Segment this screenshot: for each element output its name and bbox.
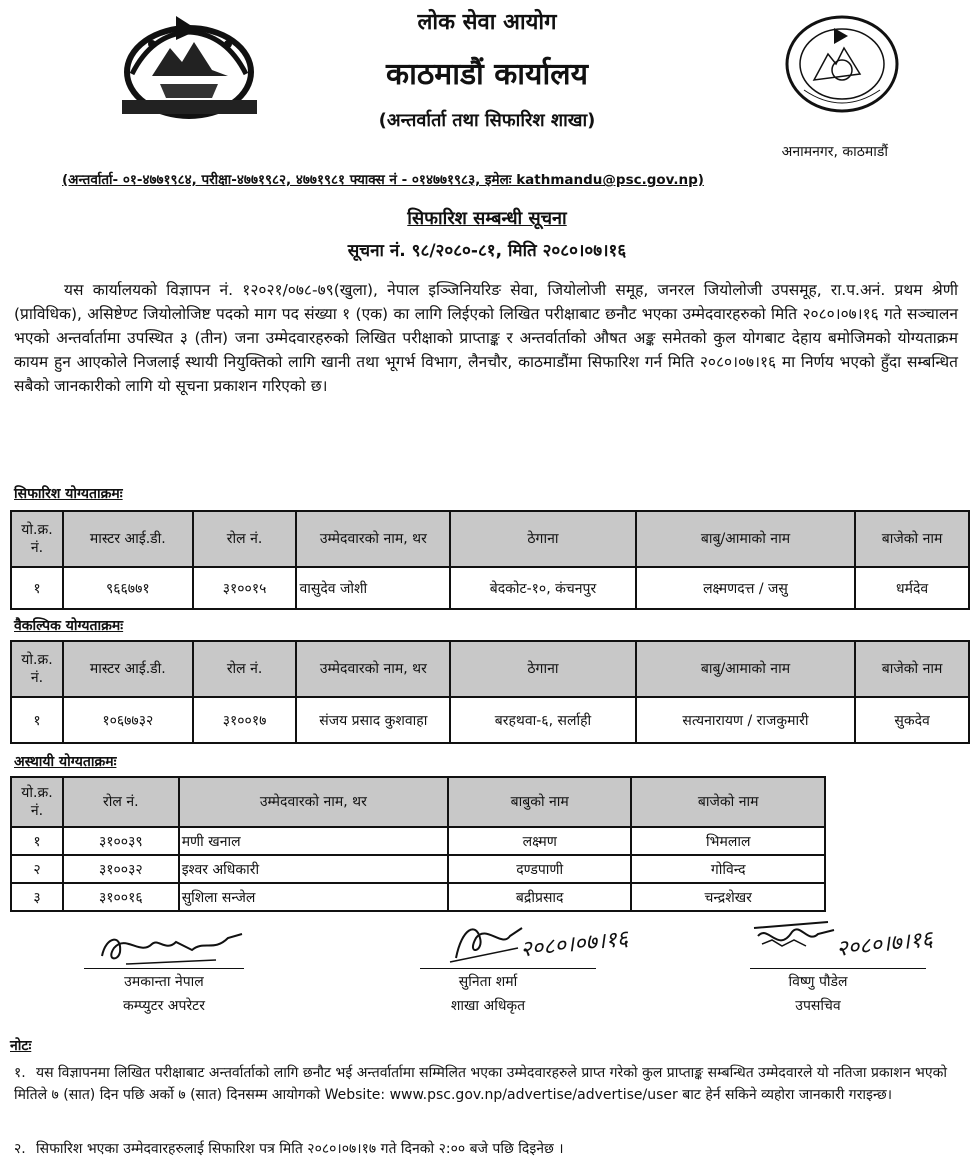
temporary-table	[10, 776, 826, 912]
note-item	[14, 1062, 958, 1106]
col-header: बाजेको नाम	[631, 777, 825, 827]
table-cell: १	[11, 697, 63, 743]
table-row	[11, 567, 969, 609]
table-cell: लक्ष्मण	[448, 827, 632, 855]
note-number: १.	[14, 1065, 26, 1081]
notice-title: सिफारिश सम्बन्धी सूचना	[407, 208, 567, 229]
contact-line: (अन्तर्वार्ता- ०१-४७७१९८४, परीक्षा-४७७१९८२, ४७७१९८१ फ्याक्स नं - ०१४७७१९८३, इमेलः kathmandu@psc.gov.np)	[62, 172, 704, 188]
table-cell: बेदकोट-१०, कंचनपुर	[450, 567, 636, 609]
col-header: ठेगाना	[450, 511, 636, 567]
handwritten-date: २०८०।७।१६	[835, 927, 934, 962]
table-cell: १०६७७३२	[63, 697, 193, 743]
table-cell: संजय प्रसाद कुशवाहा	[296, 697, 450, 743]
recommended-heading: सिफारिश योग्यताक्रमः	[14, 486, 123, 502]
signatory-3-title: उपसचिव	[795, 998, 841, 1014]
alternate-heading: वैकल्पिक योग्यताक्रमः	[14, 618, 124, 634]
col-header: ठेगाना	[450, 641, 636, 697]
office-address: अनामनगर, काठमाडौं	[781, 144, 888, 160]
col-header: बाजेको नाम	[855, 511, 969, 567]
col-header: रोल नं.	[193, 511, 297, 567]
table-cell: दण्डपाणी	[448, 855, 632, 883]
signature-scribble-icon	[446, 918, 526, 968]
org-name: लोक सेवा आयोग	[417, 10, 557, 35]
note-text: यस विज्ञापनमा लिखित परीक्षाबाट अन्तर्वार्ताको लागि छनौट भई अन्तर्वार्तामा सम्मिलित भएका उम्मेदवारहरुले प्राप्त गरेको कुल प्राप्ताङ्क सम्बन्धित उम्मेदवारले यो नतिजा प्रकाशन भएको मितिले ७ (सात) दिन पछि अर्को ७ (सात) दिनसम्म आयोगको Website: www.psc.gov.np/advertise/advertise/user बाट हेर्न सकिने व्यहोरा जानकारी गराइन्छ।	[14, 1065, 947, 1103]
table-cell: इश्वर अधिकारी	[179, 855, 448, 883]
table-cell: भिमलाल	[631, 827, 825, 855]
note-number: २.	[14, 1141, 26, 1157]
signatory-2-name: सुनिता शर्मा	[458, 974, 518, 990]
notes-heading: नोटः	[10, 1038, 32, 1054]
table-cell: ९६६७७१	[63, 567, 193, 609]
table-row	[11, 855, 825, 883]
table-cell: वासुदेव जोशी	[296, 567, 450, 609]
branch-name: (अन्तर्वार्ता तथा सिफारिश शाखा)	[378, 110, 596, 131]
signatory-1-title: कम्प्युटर अपरेटर	[123, 998, 205, 1014]
table-row	[11, 827, 825, 855]
col-header: मास्टर आई.डी.	[63, 511, 193, 567]
col-header: रोल नं.	[63, 777, 179, 827]
table-cell: सत्यनारायण / राजकुमारी	[636, 697, 855, 743]
signature-scribble-icon	[96, 926, 246, 970]
col-header: रोल नं.	[193, 641, 297, 697]
table-cell: ३१००३९	[63, 827, 179, 855]
handwritten-date: २०८०।०७।१६	[519, 926, 630, 963]
col-header: उम्मेदवारको नाम, थर	[296, 641, 450, 697]
table-row	[11, 883, 825, 911]
temporary-heading: अस्थायी योग्यताक्रमः	[14, 754, 117, 770]
office-name: काठमाडौं कार्यालय	[386, 57, 588, 92]
alternate-table	[10, 640, 970, 744]
table-cell: सुशिला सन्जेल	[179, 883, 448, 911]
col-header: मास्टर आई.डी.	[63, 641, 193, 697]
col-header: बाबु/आमाको नाम	[636, 511, 855, 567]
notice-body: यस कार्यालयको विज्ञापन नं. १२०२१/०७८-७९(खुला), नेपाल इञ्जिनियरिङ सेवा, जियोलोजी समूह, जनरल जियोलोजी उपसमूह, रा.प.अनं. प्रथम श्रेणी (प्राविधिक), असिष्टेण्ट जियोलोजिष्ट पदको माग पद संख्या १ (एक) का लागि लिईएको लिखित परीक्षाबाट छनौट भएका उम्मेदवारहरुको मिति २०८०।०७।१६ गते सञ्चालन भएको अन्तर्वार्तामा उपस्थित ३ (तीन) जना उम्मेदवारहरुको लिखित परीक्षाको प्राप्ताङ्क र अन्तर्वार्ताको औषत अङ्क समेतको कुल योगबाट देहाय बमोजिमको योग्यताक्रम कायम हुन आएकोले निजलाई स्थायी नियुक्तिको लागि खानी तथा भूगर्भ विभाग, लैनचौर, काठमाडौंमा सिफारिश गर्न मिति २०८०।०७।१६ मा निर्णय भएको हुँदा सम्बन्धित सबैको जानकारीको लागि यो सूचना प्रकाशन गरिएको छ।	[14, 281, 958, 395]
col-header: बाबुको नाम	[448, 777, 632, 827]
table-cell: बद्रीप्रसाद	[448, 883, 632, 911]
note-item	[14, 1138, 958, 1160]
table-cell: १	[11, 827, 63, 855]
table-cell: चन्द्रशेखर	[631, 883, 825, 911]
table-cell: ३१००१५	[193, 567, 297, 609]
table-cell: लक्ष्मणदत्त / जसु	[636, 567, 855, 609]
table-cell: ३१००३२	[63, 855, 179, 883]
col-header: उम्मेदवारको नाम, थर	[296, 511, 450, 567]
table-cell: ३	[11, 883, 63, 911]
table-cell: मणी खनाल	[179, 827, 448, 855]
table-cell: २	[11, 855, 63, 883]
col-header: बाजेको नाम	[855, 641, 969, 697]
col-header: यो.क्र. नं.	[11, 511, 63, 567]
col-header: यो.क्र. नं.	[11, 641, 63, 697]
signatory-3-name: विष्णु पौडेल	[788, 974, 848, 990]
note-text: सिफारिश भएका उम्मेदवारहरुलाई सिफारिश पत्र मिति २०८०।०७।१७ गते दिनको २:०० बजे पछि दिइनेछ ।	[36, 1141, 564, 1157]
table-cell: ३१००१७	[193, 697, 297, 743]
signatory-1-name: उमकान्ता नेपाल	[124, 974, 204, 990]
table-cell: १	[11, 567, 63, 609]
notice-number: सूचना नं. ९८/२०८०-८१, मिति २०८०।०७।१६	[347, 241, 627, 261]
col-header: यो.क्र. नं.	[11, 777, 63, 827]
table-cell: धर्मदेव	[855, 567, 969, 609]
signatory-2-title: शाखा अधिकृत	[450, 998, 526, 1014]
table-cell: ३१००१६	[63, 883, 179, 911]
signature-scribble-icon	[748, 914, 838, 964]
recommended-table	[10, 510, 970, 610]
table-cell: गोविन्द	[631, 855, 825, 883]
col-header: बाबु/आमाको नाम	[636, 641, 855, 697]
table-row	[11, 697, 969, 743]
col-header: उम्मेदवारको नाम, थर	[179, 777, 448, 827]
table-cell: सुकदेव	[855, 697, 969, 743]
table-cell: बरहथवा-६, सर्लाही	[450, 697, 636, 743]
